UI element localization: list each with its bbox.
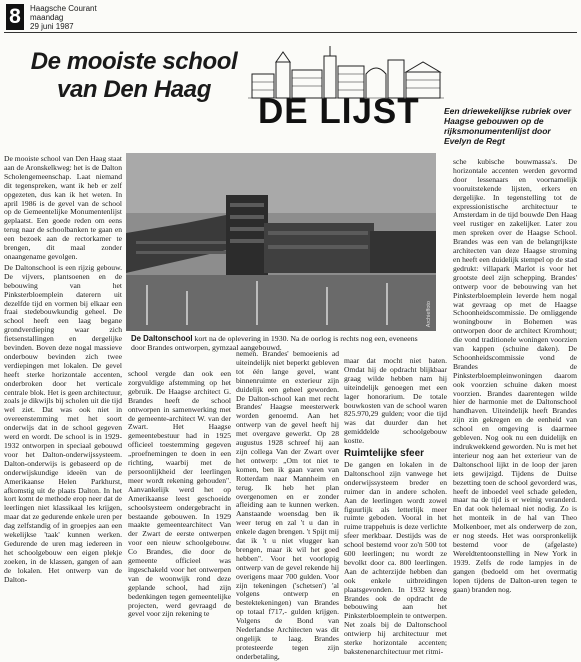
headline-line-2: van Den Haag [57,76,211,103]
article-column-2 [128,369,231,619]
weekday: maandag [30,13,64,22]
article-col4-bottom: De gangen en lokalen in de Daltonschool zijn vanwege het onderwijssysteem breder en ruimer dan in andere scholen. Aan de leerlingen wordt zowel figuurlijk als letterlijk meer ruimte geboden. Vooral in het ruime trappehuis is deze verlichte sfeer merkbaar. Destijds was de school bestemd voor zo'n 500 tot 600 leerlingen; nu wordt ze bevolkt door ca. 800 leerlingen. Aan de achterzijde hebben dan ook enkele uitbreidingen plaatsgevonden. In 1932 kreeg Brandes ook de opdracht de bebouwing aan het Pinksterbloemplein te ontwerpen. Net zoals bij de Daltonschool ontwierp hij architectuur met sterke horizontale accenten; bakstenenarchitectuur met ritmi- [344,459,447,656]
issue-date: 29 juni 1987 [30,22,74,31]
article-col2: school vergde dan ook een zorgvuldige afstemming op het gebruik. De Haagse architect G. Brandes heeft de school ontworpen in samenwerking met de gemeente-architect W. van der Zwart. Het Haagse gemeentebestuur had in 1925 officieel toestemming gegeven „proefnemingen te doen in een richting, waarbij met de persoonlijkheid der leerlingen meer wordt rekening gehouden". Aanvankelijk werd het op Amerikaanse leest geschoeide schoolsysteem ondergebracht in bestaande gebouwen. In 1929 maakte gemeentearchitect Van der Zwart de eerste ontwerpen voor een nieuw schoolgebouw. Co Brandes, die door de gemeente officieel was ingeschakeld voor het ontwerpen van de woonwijk rond deze geplande school, had zijn bedenkingen tegen gemeentelijke projecten, werd gevraagd de gevel voor zijn rekening te [128,369,231,619]
article-column-3 [236,349,339,661]
article-col1-top: De mooiste school van Den Haag staat aan de Aronskelkweg: het is de Dalton Scholengemeenschap. Laat niemand dit tegenspreken, want ik heb er zelf opgezeten, dus kan ik het weten. In april 1986 is de gevel van de school op de Gemeentelijke Monumentenlijst geplaatst. Een goede reden om eens terug naar de schoolbanken te gaan en een bezoek aan de rectorkamer te brengen, dit maal zonder onaangename gevolgen. [4,154,122,261]
article-column-1 [4,154,122,584]
article-column-4 [344,356,447,656]
top-rule [4,32,577,33]
article-col5: sche kubische bouwmassa's. De horizontale accenten werden gevormd door lessenaars en voornamelijk vooruitstekende lijsten, erkers en dergelijke. In tegenstelling tot de expressionistische architectuur te Amsterdam in de tijd bouwde Den Haag veel rustiger en zakelijker. Later zou men spreken over de Haagse School. Brandes was een van de belangrijkste architecten van deze Haagse stroming en heeft een duidelijk stempel op de stad gedrukt: villapark Marlot is voor het grootste deel zijn schepping. Brandes' ontwerp voor de bebouwing van het Pinksterbloemplein leverde hem nogal wat gevraag op met de Haagse Schoonheidscommissie. De omliggende woningbouw in Bohemen was ontworpen door de architect Kromhout; die vond traditionele woningen voorzien van kappen (schuine daken). De Schoonheidscommissie vond de Brandes de Pinksterbloempleinwoningen daarom ook voorzien schuine daken moest voorzien. Brandes daarentegen wilde hier de harmonie met de Daltonschool handhaven. Uiteindelijk heeft Brandes zijn zin gekregen en de eenheid van school en omgeving is daarmee gebleven. Nog ook nu een duidelijk en indrukwekkend geworden. Nu is met het interieur nog aan het exterieur van de Daltonschool lijkt in de loop der jaren iets gewijzigd. Tijdens de Duitse bezetting toen de school gevorderd was, heeft de inboedel veel schade geleden, maar na de tijd is er weinig veranderd. En dat ook helemaal niet nodig. Zo is het monteik in de hal van Theo Molkenboer, met als onderwerp de zon, er nog steeds. Het was oorspronkelijk bestemd voor de (afgelaste) Wereldtentoonstelling in New York in 1939. Zelfs de rode lampjes in de gangen (bedoeld om het overmatig lopen tijdens de Dalton-uren tegen te gaan) branden nog. [453,157,577,594]
rubric-logo-text: DE LIJST [258,92,420,131]
headline-line-1: De mooiste school [30,48,238,75]
headline [16,48,252,104]
photo-credit: Archieffoto [426,301,432,328]
page-number: 8 [6,4,24,30]
section-heading: Ruimtelijke sfeer [344,448,425,460]
rubric-logo [248,44,444,134]
photo-caption-bold: De Daltonschool [131,334,193,343]
article-col1-bottom: De Daltonschool is een rijzig gebouw. De vijvers, plantsoenen en de bebouwing van het Pinksterbloemplein daterern uit dezelfde tijd en vormen bij elkaar een fraai stedebouwkundig geheel. De school heeft een laag begane grondverdieping waar zich fietsenstallingen en dergelijke bevinden. Boven deze nogal massieve onderbouw bevinden zich twee verdiepingen met lokalen. De gevel heeft sterke horizontale accenten, onderbroken door het verticale centrale blok. Het is geen architectuur, zoals je dikwijls bij scholen uit die tijd wel ziet. Dat was ook niet in overeenstemming met het soort onderwijs dat in de school gegeven werd en wordt. De school is in 1929-1932 ontworpen in speciaal gebouwd voor het Dalton-onderwijssysteem. Dalton-onderwijs is gebaseerd op de onderwijskundige ideeën van de Amerikaanse Helen Parkhurst, afkomstig uit de plaats Dalton. In het kort komt de methode erop neer dat de leerlingen niet klassikaal les krijgen, maar dat ze gedurende enkele uren per dag zelfstandig of in groepjes aan een wekelijkse 'taak' kunnen werken. Gedurende de uren mag iedereen in het schoolgebouw een eigen plekje zoeken, in de klassen, gangen of aan de lokalen. Het ontwerp van de Dalton- [4,262,122,584]
masthead [6,4,276,44]
paper-meta [30,4,97,31]
paper-name: Haagsche Courant [30,4,97,13]
article-col3: nemen. Brandes' bemoeienis ad uiteindelijk niet beperkt gebleven tot één lange gevel, want binnenruimte en exterieur zijn duidelijk een geheel geworden. De Dalton-school kan met recht Brandes' Haagse meesterwerk worden genoemd. Aan het ontwerp van de gevel heeft hij met overgave gewerkt. Op 28 augustus 1928 schreef hij aan zijn collega Van der Zwart over het ontwerp: „Om tot niet te komen, ben ik gaan varen van Rotterdam naar Mannheim en terug. Ik heb het plan overgenomen en er zonder afleiding aan te kunnen werken. Aanstaande woensdag ben ik weer terug en zal 't u dan in enkele dagen brengen. 't Spijt mij dat ik 't u niet vlugger kan brengen, maar ik wil het goed hebben". Voor het voorlopig ontwerp van de gevel rekende hij overigens maar 700 gulden. Voor zijn tekeningen ('schetsen') 'al volgens ontwerp en bestektekeningen) van Brandes op totaal f717,- gulden krijgen. Volgens de Bond van Nederlandse Architecten was dit ongelijk te laag. Brandes protesteerde tegen zijn onderbetaling, [236,349,339,661]
rubric-intro: Een driewekelijkse rubriek over Haagse gebouwen op de rijksmonumentenlijst door Evelyn de Regt [444,106,572,146]
school-photo [126,153,436,331]
photo-caption-text: kort na de oplevering in 1930. Na de oorlog is rechts nog een, eveneens door Brandes ontworpen, gymzaal aangebouwd. [131,334,418,352]
article-col4-top: maar dat mocht niet baten. Omdat hij de opdracht blijkbaar graag wilde hebben nam hij uiteindelijk genoegen met een lager honorarium. De totale bouwkosten van de school waren 825.970,29 gulden; voor die tijd was dat duurder dan het gemiddelde schoolgebouw kostte. [344,356,447,446]
article-column-5 [453,157,577,594]
daltonschool-photo-image [126,153,436,331]
